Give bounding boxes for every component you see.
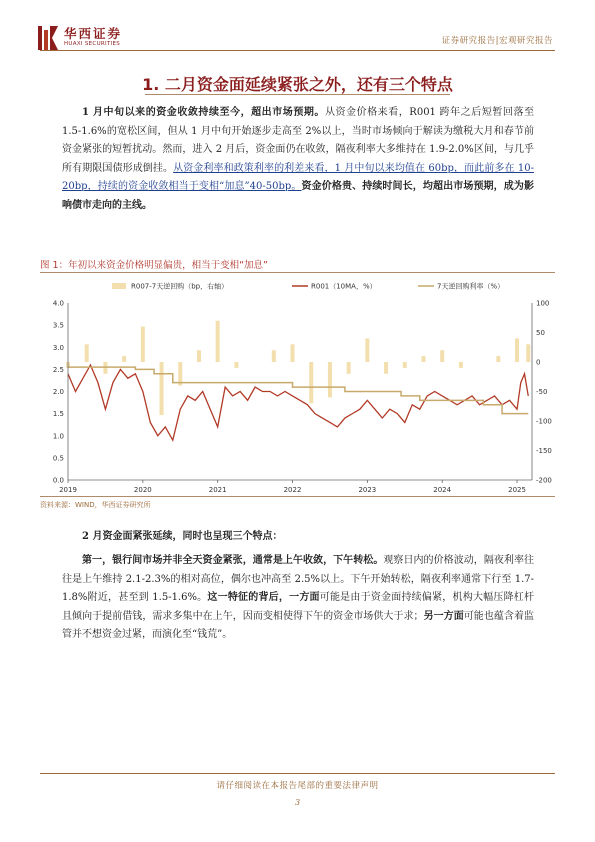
chart-bar <box>496 356 500 362</box>
paragraph-funding-tightening <box>62 104 534 215</box>
figure-title: 图 1：年初以来资金价格明显偏贵，相当于变相“加息” <box>40 260 268 271</box>
legend-label: R007-7天逆回购（bp，右轴） <box>131 282 229 291</box>
figure-source: 资料来源：WIND，华西证券研究所 <box>40 501 151 509</box>
legal-notice: 请仔细阅读在本报告尾部的重要法律声明 <box>216 781 379 791</box>
chart-legend <box>112 282 504 292</box>
logo-chinese-name: 华西证券 <box>64 26 123 41</box>
left-axis-tick-label: 3.5 <box>52 321 64 330</box>
para3-lead: 第一，银行间市场并非全天资金紧张，通常是上午收敛，下午转松。 <box>82 555 384 566</box>
paragraph-first-feature <box>62 552 534 645</box>
para1-spread-note: 从资金利率和政策利率的利差来看，1 月中旬以来均值在 60bp，而此前多在 10-20bp，持续的资金收敛相当于变相“加息”40-50bp。 <box>62 162 534 192</box>
chart-bar <box>122 356 126 362</box>
chart-bar <box>403 362 407 368</box>
report-type-label: 证券研究报告|宏观研究报告 <box>441 36 553 46</box>
chart-bar <box>459 362 463 368</box>
logo-english-name: HUAXI SECURITIES <box>64 41 121 47</box>
section-title-underline <box>145 94 450 95</box>
chart-bar <box>526 344 530 362</box>
left-axis-tick-label: 1.5 <box>52 410 64 419</box>
chart-bar <box>309 362 313 403</box>
chart-bar <box>85 344 89 362</box>
chart-axes <box>53 300 552 495</box>
para2-heading: 2 月资金面紧张延续，同时也呈现三个特点： <box>82 531 283 542</box>
chart-bar <box>440 350 444 362</box>
x-axis-tick-label: 2019 <box>59 486 77 494</box>
right-axis-tick-label: 0 <box>536 358 541 367</box>
chart-bar <box>197 350 201 362</box>
left-axis-tick-label: 2.0 <box>52 388 64 396</box>
legend-swatch-bar <box>112 283 126 289</box>
x-axis-tick-label: 2021 <box>208 486 227 494</box>
para3-reason-lead: 这一特征的背后，一方面 <box>207 592 320 603</box>
para3-body: 观察日内的价格波动，隔夜利率往往是上午维持 2.1-2.3%的相对高位，偶尔也冲高至 2.5%以上。下午开始转松，隔夜利率通常下行至 1.7-1.8%附近，甚至到 1.5-1.6%。 <box>62 555 535 603</box>
x-axis-tick-label: 2023 <box>358 486 377 494</box>
paragraph-three-features-heading <box>62 528 534 547</box>
para1-conclusion: 资金价格贵、持续时间长，均超出市场预期，成为影响债市走向的主线。 <box>62 181 535 211</box>
right-axis-tick-label: 100 <box>536 299 550 308</box>
x-axis-tick-label: 2020 <box>133 486 152 494</box>
right-axis-tick-label: -50 <box>536 388 548 396</box>
legend-label: 7天逆回购利率（%） <box>437 282 505 291</box>
chart-bar <box>328 362 332 397</box>
figure-top-rule <box>40 272 555 273</box>
header-divider <box>40 50 555 51</box>
chart-bar <box>272 350 276 362</box>
section-title: 1. 二月资金面延续紧张之外，还有三个特点 <box>142 75 453 94</box>
para1-body: 从资金价格来看，R001 跨年之后短暂回落至 1.5-1.6%的宽松区间，但从 1 月中旬开始逐步走高至 2%以上，当时市场倾向于解读为缴税大月和春节前资金紧张的短暂扰动。然而，进入 2 月后，资金面仍在收敛，隔夜利率大多维持在 1.9-2.0%区间，与几乎所有期限国债形成倒挂。 <box>62 107 534 174</box>
chart-bar <box>515 338 519 362</box>
left-axis-tick-label: 1.0 <box>52 432 64 441</box>
para1-lead: 1 月中旬以来的资金收敛持续至今，超出市场预期。 <box>82 107 325 118</box>
funding-rate-chart <box>40 275 560 495</box>
chart-bar <box>234 362 238 368</box>
left-axis-tick-label: 3.0 <box>52 343 64 352</box>
chart-line-repo-rate <box>68 367 528 413</box>
chart-bar <box>365 338 369 362</box>
chart-bar <box>421 356 425 362</box>
x-axis-tick-label: 2025 <box>508 486 526 494</box>
x-axis-tick-label: 2022 <box>283 486 302 494</box>
right-axis-tick-label: -200 <box>536 476 552 485</box>
left-axis-tick-label: 0.0 <box>52 476 64 485</box>
right-axis-tick-label: -150 <box>536 447 552 455</box>
chart-bar <box>384 362 388 374</box>
left-axis-tick-label: 2.5 <box>52 365 64 374</box>
chart-bar <box>160 362 164 415</box>
para3-reason-two: 可能也蕴含着监管并不想资金过紧，而演化至“钱荒”。 <box>62 610 535 640</box>
chart-line-r001 <box>68 365 528 440</box>
legend-label: R001（10MA，%） <box>311 282 377 291</box>
page-number: 3 <box>294 798 301 807</box>
chart-bar <box>141 327 145 362</box>
chart-bar <box>291 344 295 362</box>
left-axis-tick-label: 0.5 <box>52 454 64 463</box>
para3-other-hand: 另一方面 <box>423 610 464 622</box>
para3-reason-one: 可能是由于资金面持续偏紧，机构大幅压降杠杆且倾向于提前借钱，需求多集中在上午，因而变相使得下午的资金市场供大于求； <box>62 592 535 622</box>
footer-divider <box>40 773 555 774</box>
chart-bar <box>347 362 351 374</box>
x-axis-tick-label: 2024 <box>433 486 452 494</box>
left-axis-tick-label: 4.0 <box>52 299 64 308</box>
huaxi-logo-icon <box>38 24 60 52</box>
chart-bar <box>216 321 220 362</box>
right-axis-tick-label: 50 <box>536 329 545 337</box>
chart-line-series <box>68 365 528 440</box>
right-axis-tick-label: -100 <box>536 417 552 426</box>
figure-bottom-rule <box>40 496 555 497</box>
